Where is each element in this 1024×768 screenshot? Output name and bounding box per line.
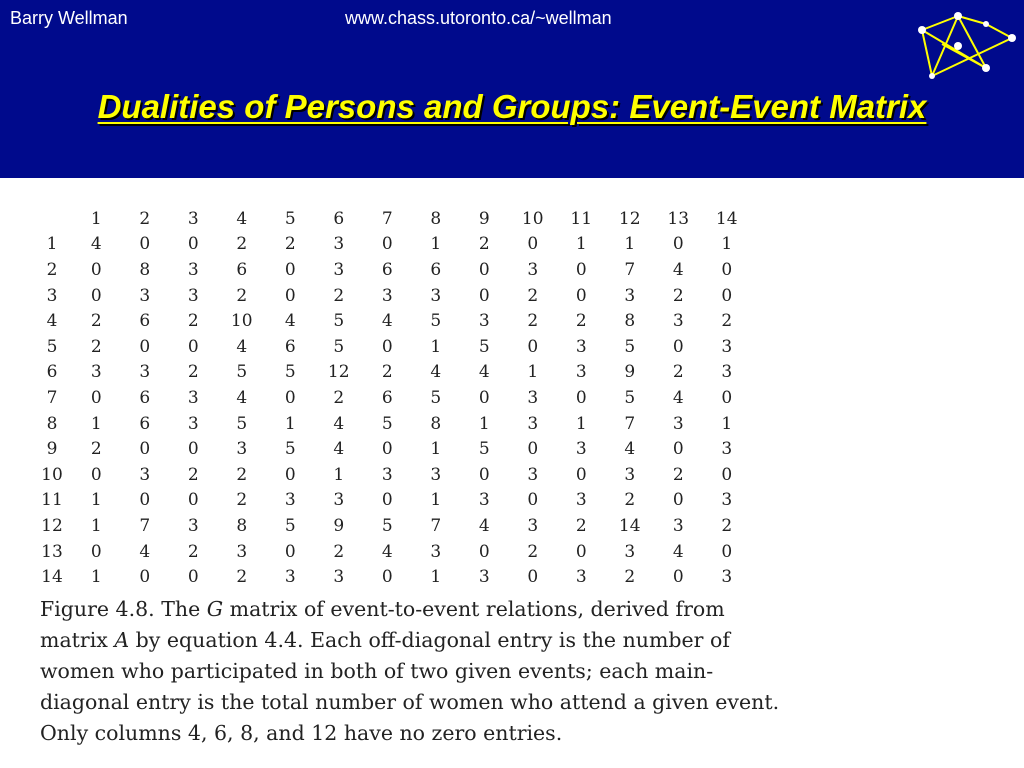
matrix-cell: 2 (527, 285, 539, 306)
row-header: 5 (46, 336, 58, 357)
matrix-cell: 0 (284, 541, 296, 562)
matrix-cell: 5 (236, 362, 248, 383)
matrix-cell: 5 (624, 387, 636, 408)
matrix-cell: 2 (236, 285, 248, 306)
matrix-cell: 1 (527, 362, 539, 383)
matrix-cell: 7 (624, 413, 636, 434)
matrix-cell: 0 (187, 336, 199, 357)
matrix-cell: 3 (139, 285, 151, 306)
matrix-cell: 10 (230, 311, 253, 332)
matrix-cell: 2 (187, 362, 199, 383)
matrix-cell: 2 (721, 515, 733, 536)
matrix-cell: 1 (90, 413, 102, 434)
matrix-cell: 1 (624, 234, 636, 255)
caption-line: diagonal entry is the total number of women who attend a given event. (40, 690, 780, 714)
matrix-cell: 3 (381, 464, 393, 485)
matrix-cell: 0 (381, 336, 393, 357)
matrix-cell: 5 (430, 311, 442, 332)
row-header: 1 (46, 234, 58, 255)
matrix-cell: 6 (430, 259, 442, 280)
matrix-cell: 0 (90, 464, 102, 485)
matrix-cell: 0 (478, 464, 490, 485)
matrix-header-row (32, 206, 751, 232)
matrix-cell: 2 (90, 439, 102, 460)
matrix-cell: 0 (478, 285, 490, 306)
matrix-cell: 3 (187, 285, 199, 306)
row-header: 9 (46, 439, 58, 460)
matrix-row (32, 360, 751, 386)
matrix-row (32, 257, 751, 283)
network-graph-logo-icon (908, 4, 1024, 84)
matrix-cell: 3 (187, 259, 199, 280)
matrix-cell: 0 (721, 259, 733, 280)
scanned-figure (0, 178, 1024, 768)
matrix-cell: 0 (527, 336, 539, 357)
matrix-cell: 0 (672, 567, 684, 588)
matrix-cell: 2 (236, 234, 248, 255)
matrix-cell: 0 (575, 541, 587, 562)
matrix-cell: 1 (284, 413, 296, 434)
matrix-cell: 9 (624, 362, 636, 383)
matrix-cell: 2 (527, 541, 539, 562)
matrix-cell: 1 (90, 567, 102, 588)
row-header: 3 (46, 285, 58, 306)
matrix-cell: 6 (284, 336, 296, 357)
matrix-cell: 2 (187, 464, 199, 485)
matrix-cell: 3 (624, 464, 636, 485)
matrix-cell: 0 (575, 464, 587, 485)
matrix-cell: 2 (236, 464, 248, 485)
matrix-cell: 4 (333, 413, 345, 434)
matrix-cell: 3 (672, 515, 684, 536)
matrix-cell: 3 (672, 311, 684, 332)
matrix-cell: 3 (721, 439, 733, 460)
matrix-cell: 3 (672, 413, 684, 434)
matrix-cell: 0 (284, 464, 296, 485)
column-header: 3 (187, 208, 199, 229)
matrix-cell: 2 (672, 285, 684, 306)
matrix-cell: 4 (139, 541, 151, 562)
matrix-cell: 0 (527, 439, 539, 460)
matrix-cell: 5 (624, 336, 636, 357)
matrix-row (32, 232, 751, 258)
matrix-cell: 1 (721, 413, 733, 434)
column-header: 14 (715, 208, 738, 229)
slide-title: Dualities of Persons and Groups: Event-Event Matrix (97, 88, 927, 125)
matrix-cell: 0 (139, 490, 151, 511)
matrix-cell: 3 (236, 439, 248, 460)
matrix-cell: 0 (187, 234, 199, 255)
matrix-cell: 2 (672, 362, 684, 383)
matrix-cell: 0 (672, 439, 684, 460)
matrix-cell: 0 (527, 234, 539, 255)
matrix-cell: 4 (430, 362, 442, 383)
caption-line: matrix A by equation 4.4. Each off-diagonal entry is the number of (40, 628, 730, 652)
column-header: 12 (618, 208, 641, 229)
matrix-cell: 4 (236, 387, 248, 408)
matrix-cell: 0 (139, 336, 151, 357)
matrix-cell: 2 (381, 362, 393, 383)
matrix-cell: 5 (284, 515, 296, 536)
matrix-cell: 3 (333, 567, 345, 588)
matrix-cell: 2 (478, 234, 490, 255)
matrix-cell: 1 (575, 234, 587, 255)
matrix-cell: 3 (575, 490, 587, 511)
matrix-cell: 6 (139, 387, 151, 408)
matrix-cell: 7 (624, 259, 636, 280)
row-header: 10 (41, 464, 63, 485)
matrix-cell: 2 (624, 567, 636, 588)
matrix-cell: 0 (139, 439, 151, 460)
column-header: 9 (478, 208, 490, 229)
matrix-cell: 0 (90, 259, 102, 280)
row-header: 6 (46, 362, 58, 383)
matrix-cell: 4 (236, 336, 248, 357)
matrix-cell: 4 (90, 234, 102, 255)
matrix-row (32, 462, 751, 488)
matrix-cell: 6 (139, 311, 151, 332)
matrix-cell: 0 (139, 567, 151, 588)
matrix-cell: 4 (672, 259, 684, 280)
matrix-cell: 3 (575, 567, 587, 588)
matrix-cell: 5 (236, 413, 248, 434)
caption-line: women who participated in both of two given events; each main- (40, 659, 714, 683)
matrix-cell: 0 (721, 387, 733, 408)
matrix-cell: 2 (527, 311, 539, 332)
matrix-cell: 0 (187, 490, 199, 511)
matrix-cell: 1 (90, 515, 102, 536)
matrix-cell: 0 (478, 387, 490, 408)
matrix-cell: 0 (575, 387, 587, 408)
caption-line: Figure 4.8. The G matrix of event-to-event relations, derived from (40, 597, 725, 621)
matrix-cell: 0 (672, 336, 684, 357)
matrix-cell: 2 (333, 285, 345, 306)
matrix-cell: 5 (430, 387, 442, 408)
matrix-cell: 0 (139, 234, 151, 255)
matrix-cell: 0 (575, 285, 587, 306)
matrix-cell: 14 (618, 515, 641, 536)
column-header: 2 (139, 208, 151, 229)
matrix-cell: 5 (333, 336, 345, 357)
matrix-row (32, 283, 751, 309)
row-header: 11 (41, 490, 63, 511)
matrix-cell: 0 (90, 387, 102, 408)
matrix-row (32, 334, 751, 360)
matrix-cell: 2 (236, 490, 248, 511)
slide-header (0, 0, 1024, 178)
matrix-cell: 2 (333, 387, 345, 408)
matrix-row (32, 513, 751, 539)
matrix-row (32, 564, 751, 590)
row-header: 13 (41, 541, 63, 562)
matrix-cell: 1 (721, 234, 733, 255)
matrix-cell: 4 (284, 311, 296, 332)
matrix-cell: 0 (672, 490, 684, 511)
matrix-cell: 3 (721, 567, 733, 588)
matrix-cell: 8 (236, 515, 248, 536)
matrix-cell: 0 (187, 439, 199, 460)
matrix-cell: 3 (527, 515, 539, 536)
matrix-cell: 3 (527, 464, 539, 485)
matrix-cell: 2 (187, 311, 199, 332)
matrix-cell: 3 (284, 490, 296, 511)
matrix-cell: 3 (478, 490, 490, 511)
event-event-matrix (32, 206, 751, 590)
matrix-cell: 0 (90, 285, 102, 306)
website-url[interactable]: www.chass.utoronto.ca/~wellman (345, 8, 612, 28)
matrix-cell: 3 (721, 336, 733, 357)
matrix-cell: 1 (430, 439, 442, 460)
row-header: 2 (46, 259, 58, 280)
matrix-cell: 1 (430, 490, 442, 511)
matrix-cell: 4 (478, 362, 490, 383)
matrix-cell: 4 (381, 311, 393, 332)
column-header: 11 (570, 208, 593, 229)
column-header: 7 (381, 208, 393, 229)
matrix-cell: 8 (430, 413, 442, 434)
matrix-cell: 3 (333, 234, 345, 255)
matrix-cell: 0 (284, 387, 296, 408)
matrix-cell: 0 (381, 234, 393, 255)
matrix-cell: 8 (624, 311, 636, 332)
matrix-cell: 12 (327, 362, 350, 383)
caption-line: Only columns 4, 6, 8, and 12 have no zero entries. (40, 721, 563, 745)
matrix-cell: 6 (139, 413, 151, 434)
matrix-cell: 3 (478, 311, 490, 332)
column-header: 5 (284, 208, 296, 229)
matrix-corner (32, 206, 72, 232)
row-header: 4 (46, 311, 58, 332)
matrix-cell: 4 (672, 541, 684, 562)
matrix-cell: 3 (721, 490, 733, 511)
matrix-cell: 2 (90, 336, 102, 357)
matrix-cell: 7 (430, 515, 442, 536)
matrix-cell: 0 (575, 259, 587, 280)
matrix-cell: 5 (284, 439, 296, 460)
matrix-cell: 6 (236, 259, 248, 280)
matrix-row (32, 308, 751, 334)
matrix-row (32, 539, 751, 565)
matrix-cell: 0 (90, 541, 102, 562)
matrix-cell: 3 (575, 362, 587, 383)
matrix-cell: 9 (333, 515, 345, 536)
matrix-cell: 6 (381, 259, 393, 280)
matrix-cell: 3 (381, 285, 393, 306)
column-header: 13 (667, 208, 690, 229)
matrix-cell: 0 (284, 285, 296, 306)
column-header: 8 (430, 208, 442, 229)
matrix-row (32, 488, 751, 514)
matrix-cell: 0 (381, 439, 393, 460)
matrix-cell: 3 (721, 362, 733, 383)
matrix-cell: 5 (478, 336, 490, 357)
matrix-cell: 5 (478, 439, 490, 460)
matrix-cell: 8 (139, 259, 151, 280)
matrix-cell: 0 (478, 259, 490, 280)
matrix-cell: 2 (624, 490, 636, 511)
matrix-cell: 0 (672, 234, 684, 255)
matrix-cell: 3 (139, 362, 151, 383)
matrix-cell: 3 (333, 259, 345, 280)
matrix-cell: 4 (381, 541, 393, 562)
matrix-cell: 3 (624, 541, 636, 562)
matrix-cell: 3 (139, 464, 151, 485)
matrix-cell: 3 (236, 541, 248, 562)
matrix-cell: 1 (430, 336, 442, 357)
column-header: 4 (236, 208, 248, 229)
author-name: Barry Wellman (10, 8, 128, 28)
matrix-cell: 3 (527, 259, 539, 280)
row-header: 7 (46, 387, 58, 408)
matrix-cell: 3 (284, 567, 296, 588)
matrix-cell: 7 (139, 515, 151, 536)
matrix-cell: 3 (527, 413, 539, 434)
matrix-cell: 3 (575, 336, 587, 357)
row-header: 14 (41, 567, 63, 588)
matrix-cell: 2 (284, 234, 296, 255)
matrix-cell: 1 (430, 234, 442, 255)
matrix-cell: 4 (624, 439, 636, 460)
matrix-cell: 3 (90, 362, 102, 383)
matrix-cell: 6 (381, 387, 393, 408)
matrix-cell: 5 (333, 311, 345, 332)
matrix-cell: 3 (624, 285, 636, 306)
matrix-cell: 0 (478, 541, 490, 562)
matrix-cell: 4 (478, 515, 490, 536)
matrix-cell: 3 (187, 515, 199, 536)
matrix-cell: 2 (721, 311, 733, 332)
matrix-row (32, 385, 751, 411)
matrix-row (32, 436, 751, 462)
column-header: 6 (333, 208, 345, 229)
matrix-cell: 0 (381, 490, 393, 511)
matrix-cell: 0 (721, 285, 733, 306)
row-header: 8 (46, 413, 58, 434)
figure-caption (40, 594, 1000, 749)
matrix-cell: 5 (284, 362, 296, 383)
matrix-row (32, 411, 751, 437)
matrix-cell: 3 (187, 413, 199, 434)
matrix-cell: 3 (527, 387, 539, 408)
matrix-cell: 2 (333, 541, 345, 562)
matrix-cell: 4 (672, 387, 684, 408)
matrix-cell: 0 (187, 567, 199, 588)
matrix-cell: 2 (236, 567, 248, 588)
matrix-cell: 0 (527, 567, 539, 588)
matrix-cell: 4 (333, 439, 345, 460)
matrix-cell: 1 (430, 567, 442, 588)
column-header: 1 (90, 208, 102, 229)
matrix-cell: 1 (333, 464, 345, 485)
matrix-cell: 3 (187, 387, 199, 408)
matrix-cell: 0 (527, 490, 539, 511)
matrix-cell: 3 (333, 490, 345, 511)
column-header: 10 (521, 208, 544, 229)
matrix-cell: 3 (575, 439, 587, 460)
matrix-cell: 2 (672, 464, 684, 485)
matrix-cell: 3 (478, 567, 490, 588)
matrix-cell: 0 (721, 541, 733, 562)
matrix-cell: 2 (575, 311, 587, 332)
matrix-cell: 1 (575, 413, 587, 434)
matrix-cell: 2 (187, 541, 199, 562)
matrix-cell: 2 (575, 515, 587, 536)
matrix-cell: 1 (90, 490, 102, 511)
matrix-cell: 0 (381, 567, 393, 588)
matrix-body (32, 232, 751, 590)
matrix-cell: 2 (90, 311, 102, 332)
matrix-cell: 1 (478, 413, 490, 434)
row-header: 12 (41, 515, 63, 536)
matrix-cell: 3 (430, 541, 442, 562)
matrix-cell: 5 (381, 413, 393, 434)
matrix-cell: 3 (430, 285, 442, 306)
matrix-cell: 5 (381, 515, 393, 536)
matrix-cell: 3 (430, 464, 442, 485)
matrix-cell: 0 (721, 464, 733, 485)
matrix-cell: 0 (284, 259, 296, 280)
